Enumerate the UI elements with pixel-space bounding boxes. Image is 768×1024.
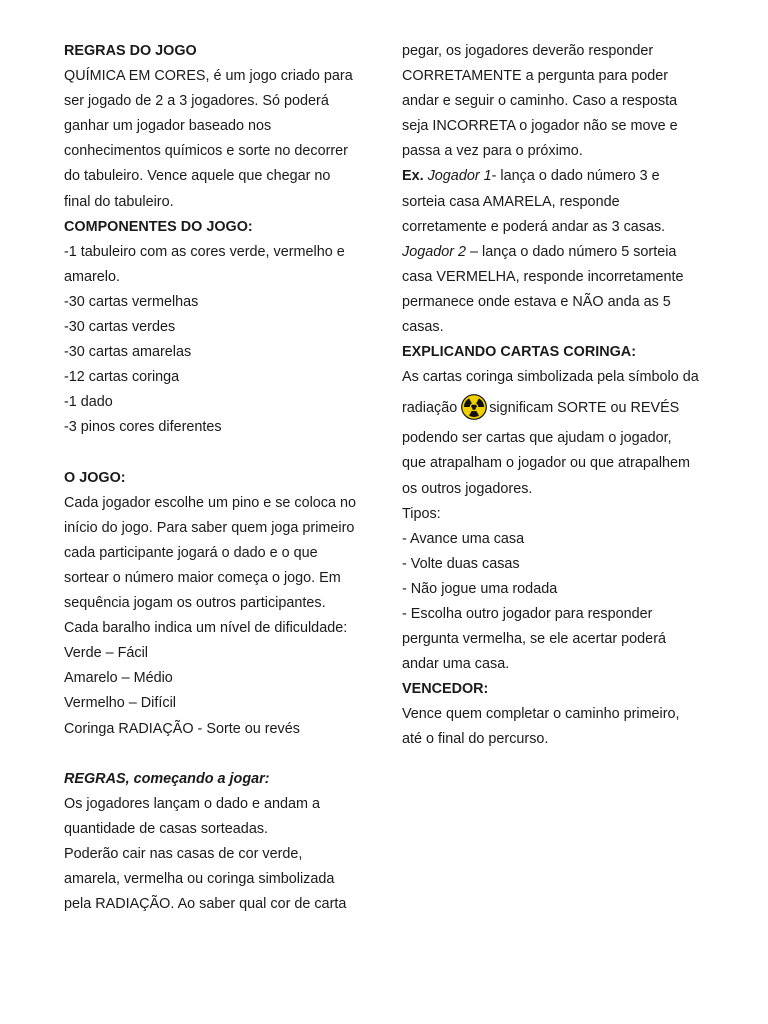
text-line: Vence quem completar o caminho primeiro,	[402, 706, 680, 723]
rules-title: REGRAS DO JOGO	[64, 43, 197, 59]
list-item: -3 pinos cores diferentes	[64, 419, 222, 436]
list-item: - Volte duas casas	[402, 555, 520, 572]
list-item: pergunta vermelha, se ele acertar poderá	[402, 631, 666, 648]
text-line: amarela, vermelha ou coringa simbolizada	[64, 871, 335, 888]
example-2-line	[402, 240, 730, 265]
game-heading: O JOGO:	[64, 469, 126, 486]
types-label: Tipos:	[402, 505, 441, 522]
winner-heading: VENCEDOR:	[402, 681, 489, 698]
text-fragment: significam SORTE ou REVÉS	[489, 400, 680, 417]
radiation-line	[402, 392, 730, 425]
text-line: sortear o número maior começa o jogo. Em	[64, 569, 341, 586]
text-line: QUÍMICA EM CORES, é um jogo criado para	[64, 68, 353, 85]
text-line: pela RADIAÇÃO. Ao saber qual cor de carta	[64, 896, 347, 913]
text-line: Vermelho – Difícil	[64, 695, 176, 712]
text-line: Amarelo – Médio	[64, 670, 173, 687]
list-item: -30 cartas amarelas	[64, 344, 192, 361]
list-item: -1 dado	[64, 394, 113, 411]
list-item: - Escolha outro jogador para responder	[402, 605, 653, 622]
text-line: Coringa RADIAÇÃO - Sorte ou revés	[64, 720, 300, 737]
text-fragment: - lança o dado número 3 e	[491, 168, 660, 185]
text-line: CORRETAMENTE a pergunta para poder	[402, 68, 669, 85]
text-line: Verde – Fácil	[64, 645, 148, 662]
spacer	[64, 441, 382, 466]
text-line: casas.	[402, 319, 444, 336]
text-line: Os jogadores lançam o dado e andam a	[64, 795, 320, 812]
text-line: passa a vez para o próximo.	[402, 143, 583, 160]
text-line: permanece onde estava e NÃO anda as 5	[402, 293, 671, 310]
text-line: seja INCORRETA o jogador não se move e	[402, 118, 678, 135]
text-line: ser jogado de 2 a 3 jogadores. Só poderá	[64, 93, 329, 110]
list-item: amarelo.	[64, 268, 120, 285]
text-line: corretamente e poderá andar as 3 casas.	[402, 218, 666, 235]
list-item: -1 tabuleiro com as cores verde, vermelho e	[64, 243, 345, 260]
list-item: -12 cartas coringa	[64, 369, 180, 386]
text-line: Cada jogador escolhe um pino e se coloca no	[64, 494, 357, 511]
game-paragraph	[64, 491, 382, 742]
list-item: -30 cartas vermelhas	[64, 293, 199, 310]
text-line: cada participante jogará o dado e o que	[64, 544, 318, 561]
text-line: início do jogo. Para saber quem joga primeiro	[64, 519, 355, 536]
rules-paragraph	[64, 792, 382, 917]
rules-heading: REGRAS, começando a jogar:	[64, 770, 270, 787]
text-line: do tabuleiro. Vence aquele que chegar no	[64, 168, 331, 185]
text-line: Poderão cair nas casas de cor verde,	[64, 846, 303, 862]
text-fragment: radiação	[402, 400, 458, 417]
spacer	[64, 742, 382, 767]
rules-continuation	[402, 39, 730, 164]
text-line: até o final do percurso.	[402, 731, 549, 748]
text-line: As cartas coringa simbolizada pela símbolo da	[402, 369, 699, 386]
text-line: sorteia casa AMARELA, responde	[402, 193, 620, 210]
list-item: andar uma casa.	[402, 656, 510, 673]
player-1-label: Jogador 1	[427, 168, 492, 185]
components-heading: COMPONENTES DO JOGO:	[64, 218, 253, 235]
text-line: pegar, os jogadores deverão responder	[402, 43, 654, 59]
intro-paragraph	[64, 64, 382, 215]
text-line: quantidade de casas sorteadas.	[64, 820, 269, 837]
text-line: podendo ser cartas que ajudam o jogador,	[402, 430, 672, 447]
wildcard-heading: EXPLICANDO CARTAS CORINGA:	[402, 344, 636, 361]
text-line: conhecimentos químicos e sorte no decorrer	[64, 143, 348, 160]
radiation-icon	[461, 394, 487, 420]
example-line	[402, 164, 730, 189]
text-line: casa VERMELHA, responde incorretamente	[402, 268, 684, 285]
text-line: final do tabuleiro.	[64, 193, 174, 210]
text-line: que atrapalham o jogador ou que atrapalhem	[402, 455, 691, 472]
list-item: - Não jogue uma rodada	[402, 580, 558, 597]
text-line: sequência jogam os outros participantes.	[64, 595, 326, 612]
player-2-label: Jogador 2	[402, 243, 467, 260]
example-label: Ex.	[402, 168, 424, 185]
text-line: Cada baralho indica um nível de dificuldade:	[64, 620, 348, 637]
text-line: ganhar um jogador baseado nos	[64, 118, 272, 135]
list-item: -30 cartas verdes	[64, 319, 176, 336]
left-column	[64, 39, 382, 917]
right-column	[402, 39, 730, 753]
text-line: andar e seguir o caminho. Caso a resposta	[402, 93, 678, 110]
text-fragment: – lança o dado número 5 sorteia	[466, 243, 677, 260]
list-item: - Avance uma casa	[402, 530, 525, 547]
text-line: os outros jogadores.	[402, 480, 533, 497]
components-list	[64, 240, 382, 441]
types-list	[402, 527, 730, 678]
